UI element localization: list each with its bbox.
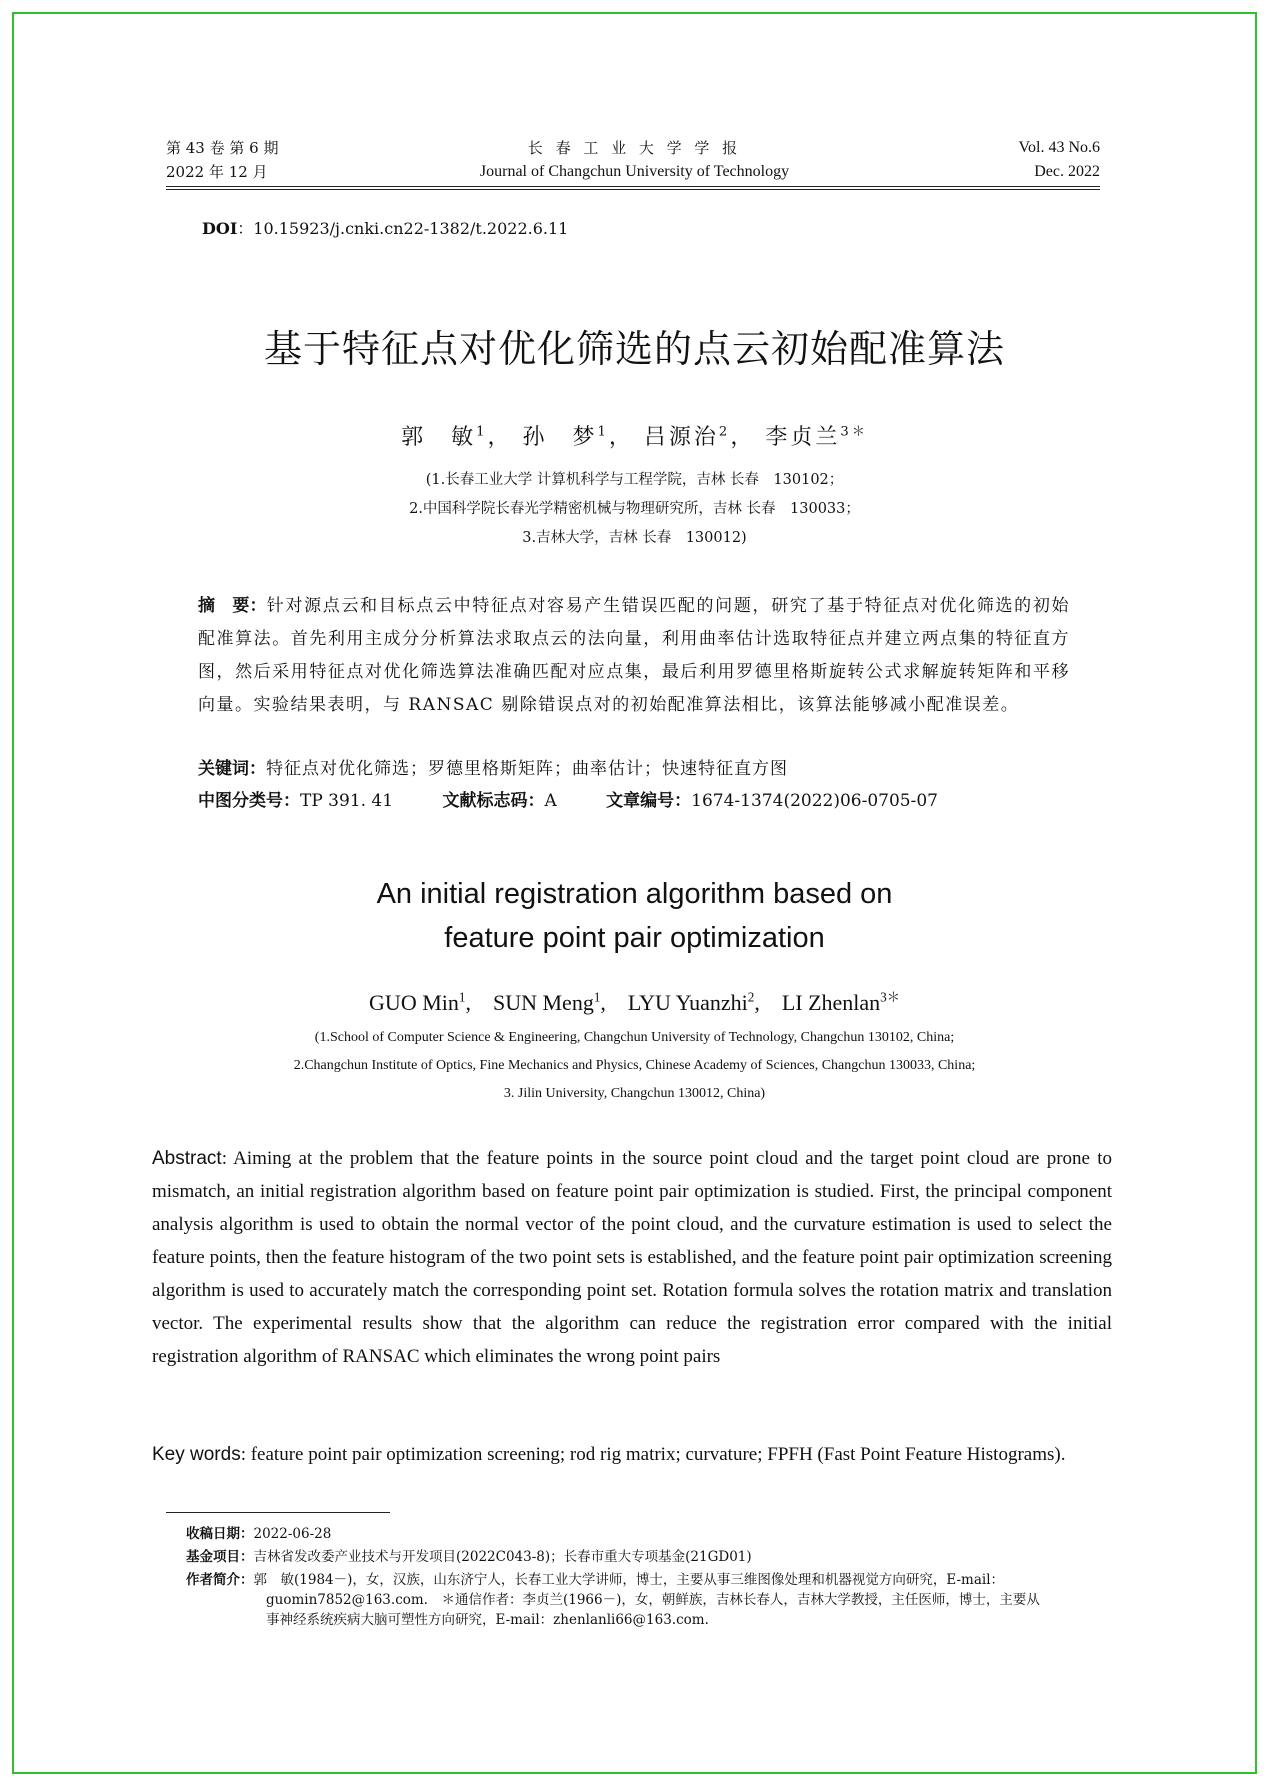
footnote-received [186, 1524, 1112, 1544]
title-en-line: An initial registration algorithm based on [376, 878, 893, 910]
affiliation-en: 3. Jilin University, Changchun 130012, China) [503, 1086, 766, 1101]
title-cn: 基于特征点对优化筛选的点云初始配准算法 [263, 327, 1005, 371]
author-sup: 1 [458, 989, 466, 1005]
title-en-line: feature point pair optimization [444, 922, 825, 954]
author-sup: 1 [597, 424, 609, 440]
affiliations-cn [100, 466, 1169, 553]
abstract-en [152, 1142, 1112, 1373]
affiliation-cn: 2.中国科学院长春光学精密机械与物理研究所，吉林 长春 130033； [409, 501, 860, 517]
author-en: SUN Meng [492, 990, 594, 1015]
article-no-value: 1674-1374(2022)06-0705-07 [691, 791, 938, 811]
affiliation-cn: 3.吉林大学，吉林 长春 130012) [522, 530, 747, 546]
clc-value: TP 391. 41 [300, 791, 394, 811]
clc-label: 中图分类号： [198, 791, 300, 811]
footnote-rule [166, 1512, 390, 1513]
abstract-cn-text: 针对源点云和目标点云中特征点对容易产生错误匹配的问题，研究了基于特征点对优化筛选的初始配准算法。首先利用主成分分析算法求取点云的法向量，利用曲率估计选取特征点并建立两点集的特征直方图，然后采用特征点对优化筛选算法准确匹配对应点集，最后利用罗德里格斯旋转公式求解旋转矩阵和平移向量。实验结果表明，与 RANSAC 剔除错误点对的初始配准算法相比，该算法能够减小配准误差。 [198, 596, 1071, 715]
journal-name-cn: 长 春 工 业 大 学 学 报 [527, 139, 742, 157]
footnote-fund [186, 1547, 1112, 1567]
title-en [100, 872, 1169, 960]
bio-line: 郭 敏(1984－)，女，汉族，山东济宁人，长春工业大学讲师，博士，主要从事三维图像处理和机器视觉方向研究，E-mail： [253, 1572, 1005, 1588]
fund-label: 基金项目： [186, 1549, 254, 1565]
bio-line: 事神经系统疾病大脑可塑性方向研究，E-mail：zhenlanli66@163.com. [266, 1612, 709, 1628]
header-journal [320, 136, 949, 184]
author-en: LI Zhenlan [781, 990, 881, 1015]
author-en: LYU Yuanzhi [627, 990, 748, 1015]
affiliation-cn: (1.长春工业大学 计算机科学与工程学院，吉林 长春 130102； [425, 472, 844, 488]
doi-value: ：10.15923/j.cnki.cn22-1382/t.2022.6.11 [237, 219, 569, 238]
authors-en: GUO Min$^1$, SUN Meng$^1$, LYU Yuanzhi$^2$, LI Zhenlan$^{3*}$ [369, 989, 900, 1015]
author-cn: 李贞兰 [765, 425, 841, 450]
doi-label: DOI [202, 219, 238, 238]
received-value: 2022-06-28 [253, 1526, 332, 1542]
doc-code-value: A [544, 791, 557, 811]
received-label: 收稿日期： [186, 1526, 254, 1542]
author-en: GUO Min [369, 990, 459, 1015]
affiliations-en [100, 1024, 1169, 1108]
fund-value: 吉林省发改委产业技术与开发项目(2022C043-8)；长春市重大专项基金(21GD01) [253, 1549, 752, 1565]
author-sup: 1 [476, 424, 488, 440]
author-cn: 孙 梦 [522, 425, 598, 450]
keywords-cn-text: 特征点对优化筛选；罗德里格斯矩阵；曲率估计；快速特征直方图 [266, 759, 788, 779]
date-cn: 2022 年 12 月 [166, 163, 268, 181]
bio-line: guomin7852@163.com. ＊通信作者：李贞兰(1966－)，女，朝鲜族，吉林长春人，吉林大学教授，主任医师，博士，主要从 [266, 1592, 1040, 1608]
date-en: Dec. 2022 [1034, 163, 1100, 180]
article-no-label: 文章编号： [606, 791, 692, 811]
bio-label: 作者简介： [186, 1572, 254, 1588]
journal-name-en: Journal of Changchun University of Technology [479, 163, 790, 180]
doc-code-label: 文献标志码： [442, 791, 545, 811]
keywords-cn-label: 关键词： [198, 759, 266, 779]
abstract-cn [198, 590, 1070, 722]
volume-issue-en: Vol. 43 No.6 [1018, 139, 1100, 156]
authors-cn: 郭 敏$^1$， 孙 梦$^1$， 吕源治$^2$， 李贞兰$^{3*}$ [401, 424, 868, 450]
keywords-en-text: : feature point pair optimization screening; rod rig matrix; curvature; FPFH (Fast Point Feature Histograms). [240, 1444, 1066, 1465]
header-volume-en [944, 136, 1100, 184]
author-sup: 2 [718, 424, 731, 440]
volume-issue-cn: 第 43 卷 第 6 期 [166, 139, 279, 157]
keywords-en-label: Key words [152, 1444, 241, 1465]
author-sup: 3＊ [880, 989, 900, 1005]
header-rule [166, 186, 1100, 190]
keywords-cn [198, 754, 788, 784]
author-sup: 2 [747, 989, 755, 1005]
header-volume-cn [166, 136, 278, 184]
doi-line [202, 216, 568, 239]
footnote-bio [186, 1570, 1112, 1630]
abstract-cn-label: 摘 要： [198, 596, 267, 616]
author-sup: 3＊ [840, 424, 868, 440]
abstract-en-label: Abstract [152, 1148, 222, 1169]
author-sup: 1 [593, 989, 601, 1005]
classification-row [198, 786, 1098, 811]
keywords-en [152, 1438, 1112, 1471]
author-cn: 郭 敏 [401, 425, 477, 450]
author-cn: 吕源治 [643, 425, 719, 450]
affiliation-en: (1.School of Computer Science & Engineering, Changchun University of Technology, Changchun 130102, China; [314, 1030, 955, 1045]
affiliation-en: 2.Changchun Institute of Optics, Fine Mechanics and Physics, Chinese Academy of Sciences, Changchun 130033, China; [293, 1058, 976, 1073]
abstract-en-text: : Aiming at the problem that the feature points in the source point cloud and the target point cloud are prone to mismatch, an initial registration algorithm based on feature point pair optimization is studied. First, the principal component analysis algorithm is used to obtain the normal vector of the point cloud, and the curvature estimation is used to select the feature points, then the feature histogram of the two point sets is established, and the feature point pair optimization screening algorithm is used to accurately match the corresponding point set. Rotation formula solves the rotation matrix and translation vector. The experimental results show that the algorithm can reduce the registration error compared with the initial registration algorithm of RANSAC which eliminates the wrong point pairs [152, 1148, 1112, 1367]
